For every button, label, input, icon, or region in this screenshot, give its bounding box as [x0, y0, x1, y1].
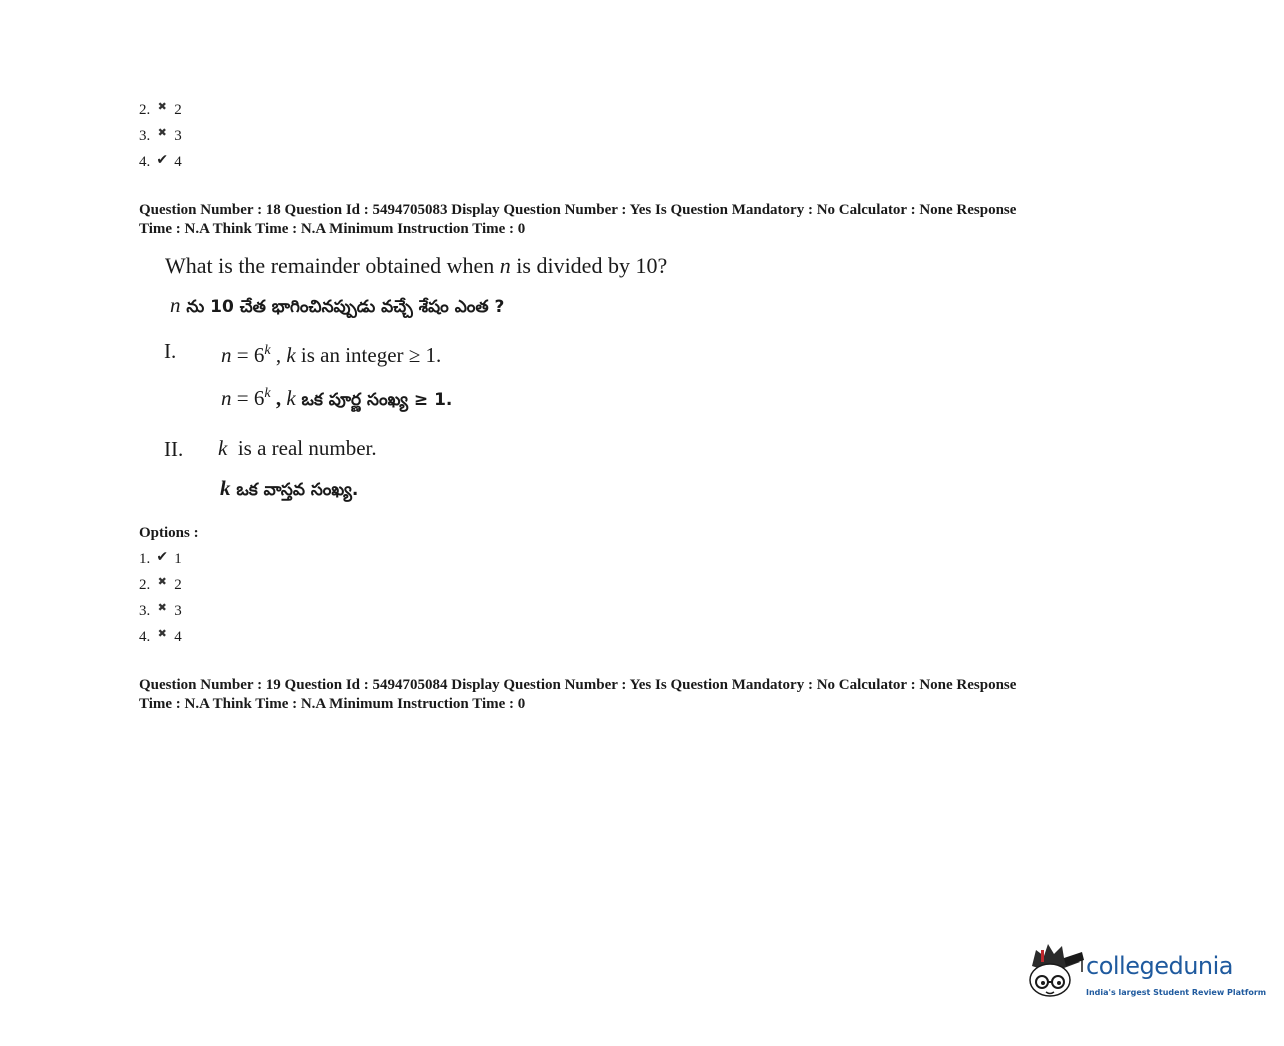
cross-icon: ✖: [157, 601, 167, 614]
option-number: 2.: [139, 577, 151, 593]
option-number: 3.: [139, 603, 151, 619]
option-value: 3: [174, 603, 182, 619]
prev-option-4: [139, 153, 182, 171]
option-value: 3: [174, 128, 182, 144]
equation-part: = 6: [231, 386, 265, 410]
statement-1-label: I.: [164, 339, 177, 363]
statement-text: is a real number.: [227, 436, 377, 460]
variable-k: k: [286, 386, 296, 410]
exponent-k: k: [264, 343, 271, 358]
meta-line-1: Question Number : 18 Question Id : 5494705083 Display Question Number : Yes Is Question Mandatory : No Calculator : None Response: [139, 202, 1017, 218]
equation-part: ,: [270, 343, 287, 367]
cross-icon: ✖: [157, 575, 167, 588]
options-label: Options :: [139, 525, 199, 541]
question-18-meta: [139, 201, 1169, 239]
statement-2-label: II.: [164, 437, 184, 461]
option-value: 2: [174, 102, 182, 118]
prev-option-3: [139, 127, 182, 145]
collegedunia-logo: [1024, 938, 1267, 1008]
variable-n: n: [499, 253, 511, 278]
variable-k: k: [218, 436, 228, 460]
telugu-text: ను 10 చేత భాగించినప్పుడు వచ్చే శేషం ఎంత ?: [180, 297, 505, 317]
exponent-k: k: [264, 386, 271, 401]
telugu-text: ఒక పూర్ణ సంఖ్య ≥ 1.: [295, 390, 453, 410]
check-icon: ✔: [156, 152, 169, 168]
statement-2-telugu: [220, 476, 358, 504]
option-number: 3.: [139, 128, 151, 144]
option-value: 1: [174, 551, 182, 567]
option-1: [139, 550, 182, 568]
cross-icon: ✖: [157, 627, 167, 640]
option-value: 4: [174, 629, 182, 645]
question-text-telugu: [170, 292, 504, 321]
meta-line-1: Question Number : 19 Question Id : 5494705084 Display Question Number : Yes Is Question Mandatory : No Calculator : None Response: [139, 677, 1017, 693]
statement-2-english: [218, 436, 377, 461]
option-3: [139, 602, 182, 620]
statement-1-telugu: [221, 386, 452, 414]
prev-option-2: [139, 101, 182, 119]
option-4: [139, 628, 182, 646]
statement-1-english: [221, 343, 441, 368]
mascot-icon: [1024, 938, 1086, 1008]
cross-icon: ✖: [157, 126, 167, 139]
variable-k: k: [286, 343, 296, 367]
equation-part: ,: [270, 386, 287, 410]
telugu-text: ఒక వాస్తవ సంఖ్య.: [230, 480, 359, 500]
option-number: 4.: [139, 629, 151, 645]
variable-k: k: [220, 476, 231, 500]
equation-part: = 6: [231, 343, 265, 367]
check-icon: ✔: [156, 549, 169, 565]
question-19-meta: [139, 676, 1169, 714]
option-number: 1.: [139, 551, 151, 567]
variable-n: n: [221, 343, 232, 367]
question-text-part: What is the remainder obtained when: [165, 253, 500, 278]
question-text-part: is divided by 10?: [510, 253, 668, 278]
variable-n: n: [221, 386, 232, 410]
variable-n: n: [170, 293, 181, 317]
option-number: 2.: [139, 102, 151, 118]
option-2: [139, 576, 182, 594]
meta-line-2: Time : N.A Think Time : N.A Minimum Instruction Time : 0: [139, 221, 526, 237]
logo-name: collegedunia: [1086, 952, 1234, 980]
cross-icon: ✖: [157, 100, 167, 113]
meta-line-2: Time : N.A Think Time : N.A Minimum Instruction Time : 0: [139, 696, 526, 712]
option-value: 2: [174, 577, 182, 593]
option-value: 4: [174, 154, 182, 170]
option-number: 4.: [139, 154, 151, 170]
logo-tagline: India's largest Student Review Platform: [1086, 988, 1267, 997]
question-text-english: [165, 253, 667, 279]
statement-text: is an integer ≥ 1.: [295, 343, 442, 367]
